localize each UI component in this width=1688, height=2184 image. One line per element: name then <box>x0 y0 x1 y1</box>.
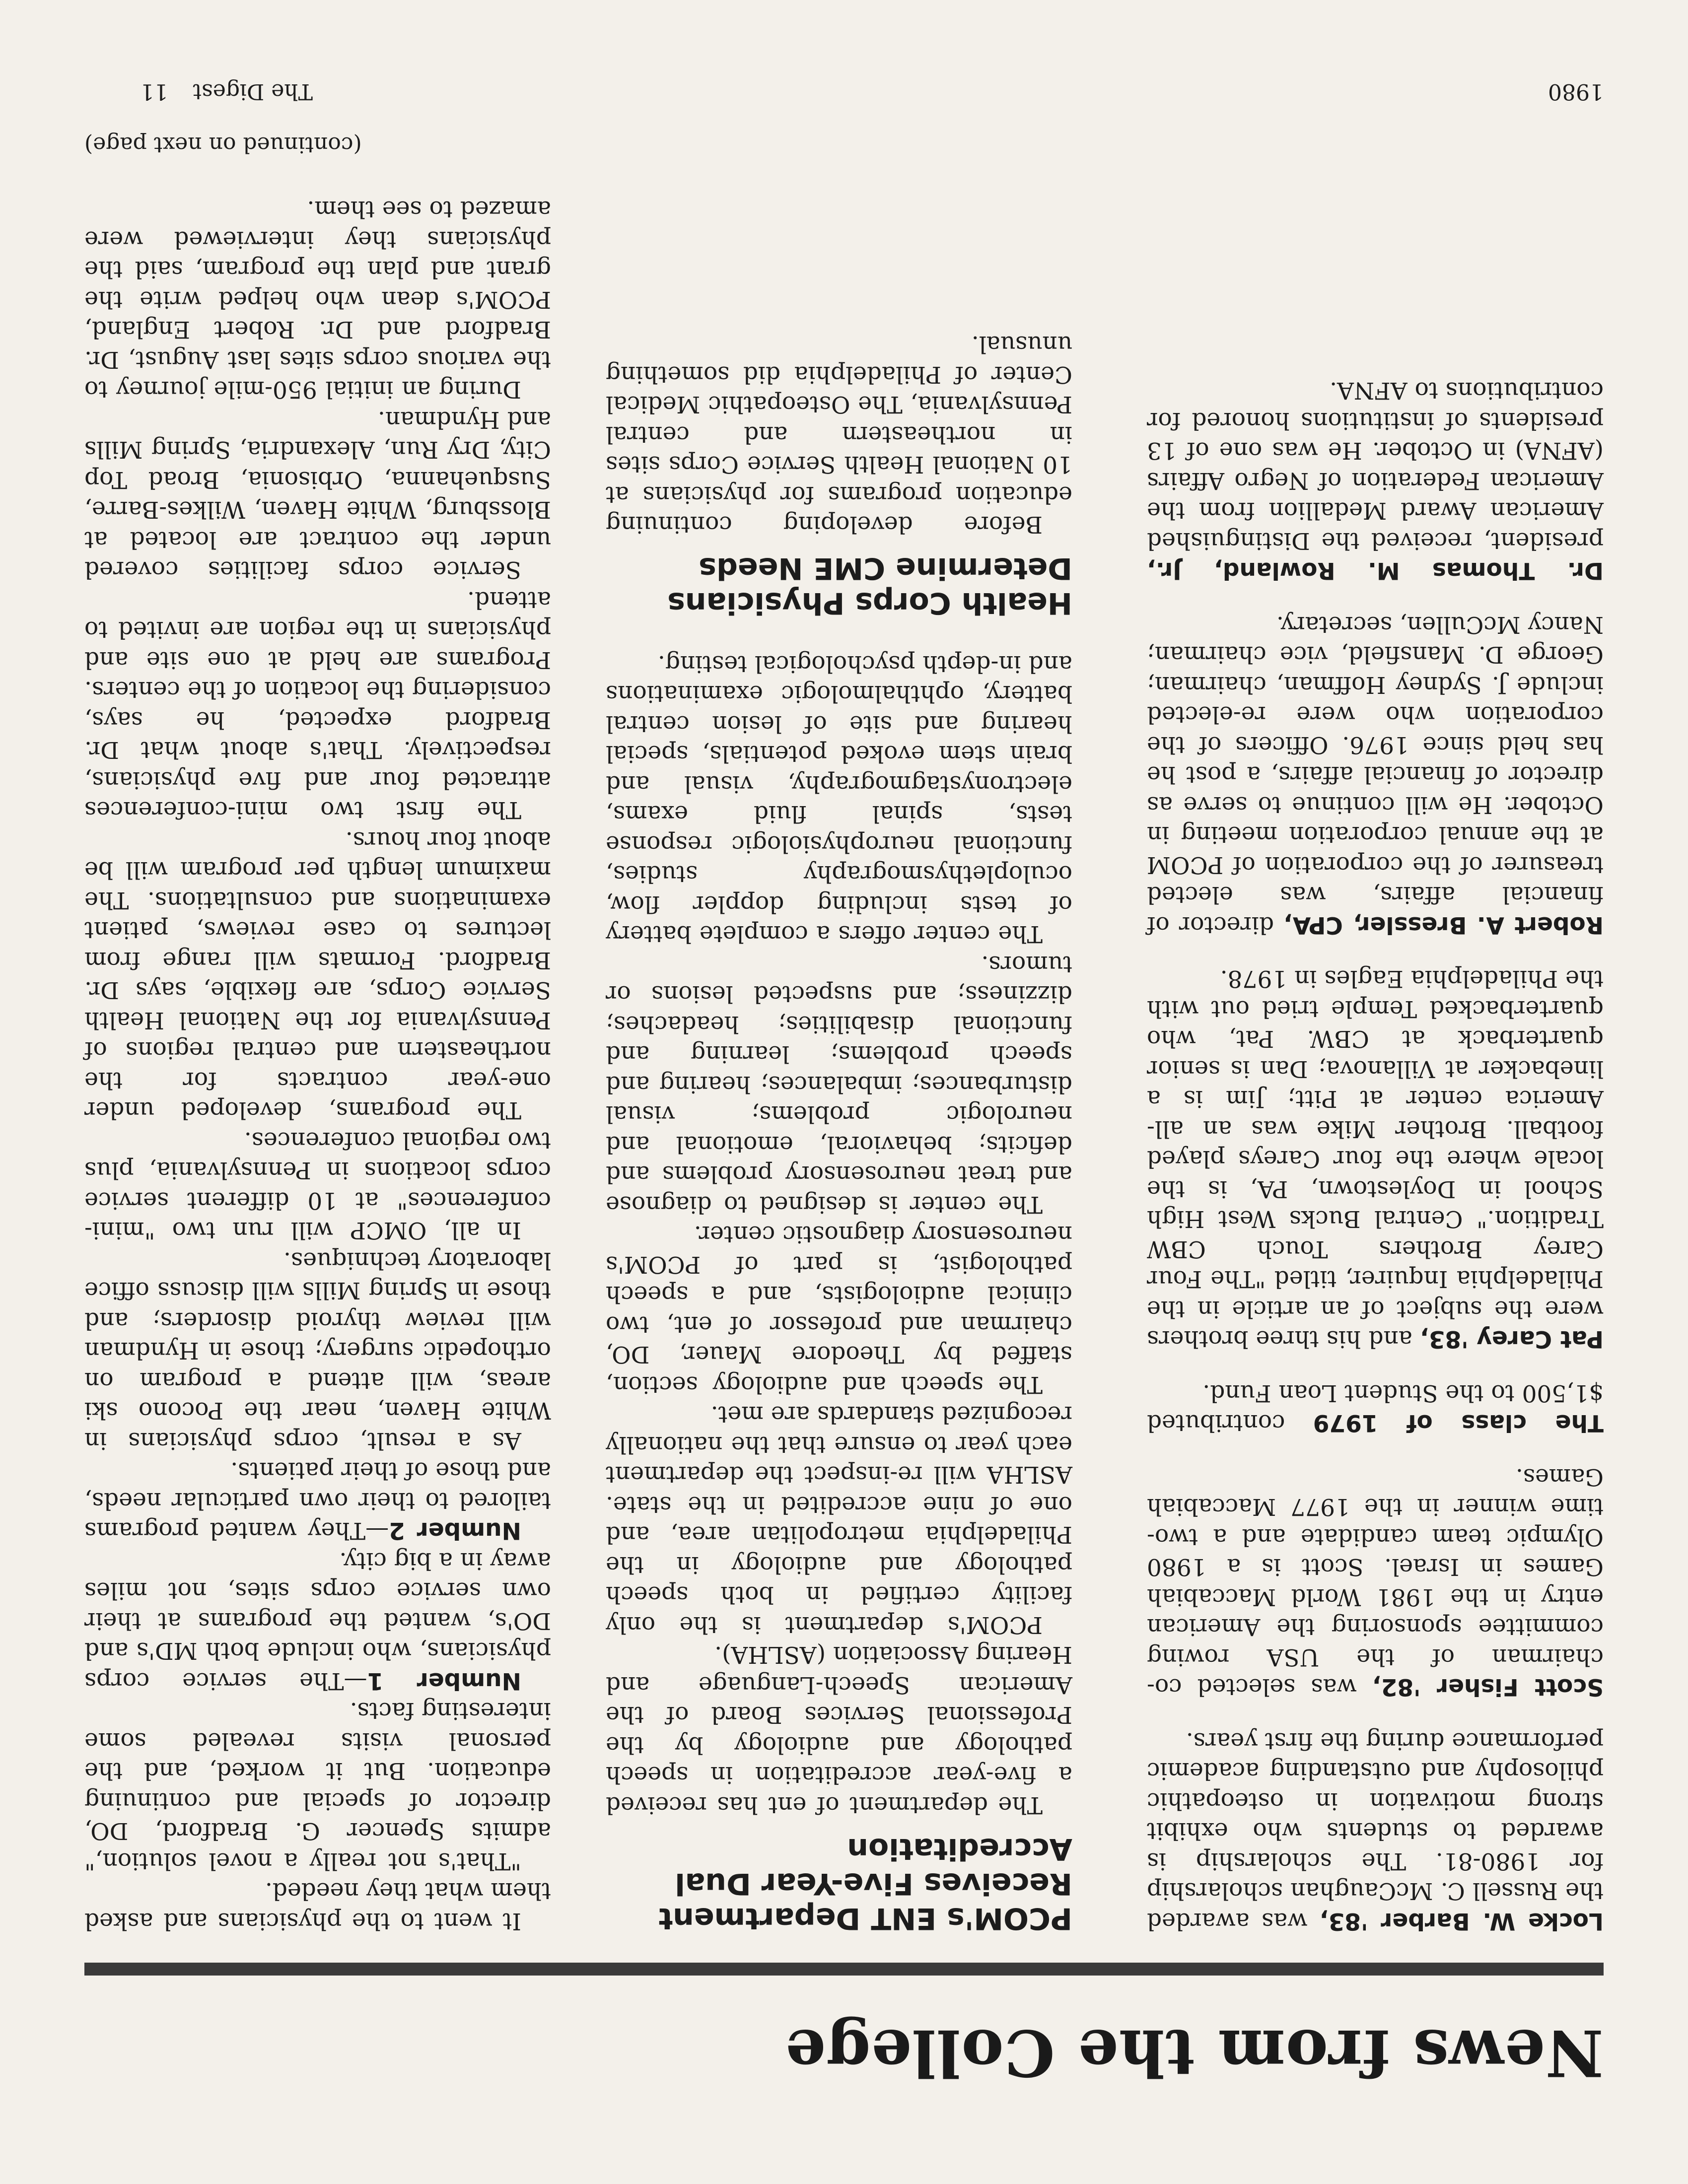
ent-paragraph: The center is designed to diagnose and treat neurosensory problems and deficits; behavioral, emotional and neurologic problems; visual disturbances; imbalances; hearing and speech problems; learning and functional disabilities; headaches; dizziness; and suspected lesions or tumors. <box>606 951 1072 1218</box>
brief-lead: Pat Carey '83, <box>1419 1325 1604 1353</box>
number-1-text: —The service corps physicians, who include both MD's and DO's, wanted the programs at their own service corps sites, not miles away in a big city. <box>84 1547 551 1695</box>
health-corps-paragraph: It went to the physicians and asked them what they needed. <box>84 1877 551 1935</box>
health-corps-headline: Health Corps Physicians Determine CME Needs <box>667 551 1072 621</box>
ent-paragraph: The center offers a complete battery of tests including doppler flow, oculoplethysmography studies, functional neurophysiologic response tests, spinal fluid exams, electronystagmography, visual and brain stem evoked potentials, special hearing and site of lesion central battery, ophthalmologic examinations and in-depth psychological testing. <box>606 650 1072 948</box>
health-corps-paragraph: In all, OMCP will run two "mini-conferences" at 10 different service corps locations in Pennsylvania, plus two regional conferences. <box>84 1127 551 1244</box>
brief-text: was selected co-chairman of the USA rowing committee sponsoring the American entry in the 1981 World Maccabiah Games in Israel. Scott is a 1980 Olympic team candidate and a two-time winner in the 1977 Maccabiah Games. <box>1147 1463 1604 1701</box>
brief-lead: Scott Fisher '82, <box>1372 1673 1604 1701</box>
health-corps-paragraph: Before developing continuing education programs for physicians at 10 National Health Service Corps sites in northeastern and central Pennsylvania, The Osteopathic Medical Center of Philadelphia did something unusual. <box>606 331 1072 539</box>
number-2-lead: Number 2 <box>389 1517 521 1545</box>
brief-item <box>1147 963 1604 1354</box>
brief-text: and his three brothers were the subject of an article in the Philadelphia Inquirer, titled "The Four Carey Brothers Touch CBW Tradition." Central Bucks West High School in Doylestown, PA, is the locale where the four Careys played football. Brother Mike was an all-America center at Pitt; Jim is a linebacker at Villanova; Dan is senior quarterback at CBW. Pat, who quarterbacked Temple tried out with the Philadelphia Eagles in 1978. <box>1147 965 1604 1353</box>
health-corps-paragraph: The programs, developed under one-year contracts for the northeastern and central regions of Pennsylvania for the National Health Service Corps, are flexible, says Dr. Bradford. Formats will range from lectures to case reviews, patient examinations and consultations. The maximum length per program will be about four hours. <box>84 826 551 1124</box>
number-1-item <box>84 1546 551 1696</box>
brief-lead: The class of 1979 <box>1313 1409 1604 1437</box>
brief-item <box>1147 1378 1604 1438</box>
masthead-title: News from the College <box>784 2015 1604 2090</box>
brief-text: was awarded the Russell C. McCaughan scholarship for 1980-81. The scholarship is awarded to students who exhibit strong motivation in osteopathic philosophy and outstanding academic performance during the first years. <box>1147 1727 1604 1935</box>
continued-note: (continued on next page) <box>84 132 362 157</box>
column-briefs <box>1147 375 1604 1936</box>
brief-item <box>1147 375 1604 586</box>
footer-folio <box>140 79 313 104</box>
health-corps-paragraph: As a result, corps physicians in White Haven, near the Pocono ski areas, will attend a program on orthopedic surgery; those in Hyndman will review thyroid disorders; and those in Spring Mills will discuss office laboratory techniques. <box>84 1247 551 1454</box>
brief-item <box>1147 610 1604 940</box>
brief-lead: Locke W. Barber '83, <box>1319 1908 1604 1935</box>
ent-headline: PCOM's ENT Department Receives Five-Year Dual Accreditation <box>658 1832 1072 1936</box>
number-2-text: —They wanted programs tailored to their own particular needs, and those of their patients. <box>84 1457 551 1545</box>
masthead-rule <box>84 1963 1604 1976</box>
health-corps-paragraph: The first two mini-conferences attracted four and five physicians, respectively. That's about what Dr. Bradford expected, he says, considering the location of the centers. Programs are held at one site and physicians in the region are invited to attend. <box>84 586 551 824</box>
footer-page-number: 11 <box>140 79 168 104</box>
number-1-lead: Number 1 <box>367 1667 521 1695</box>
brief-text: president, received the Distinguished American Award Medallion from the American Federation of Negro Affairs (AFNA) in October. He was one of 13 presidents of institutions honored for contributions to AFNA. <box>1147 377 1604 554</box>
footer-year: 1980 <box>1548 79 1604 104</box>
column-ent-article <box>606 329 1072 1936</box>
health-corps-paragraph: Service corps facilities covered under the contract are located at Blossburg, White Haven, Wilkes-Barre, Susquehanna, Orbisonia, Broad Top City, Dry Run, Alexandria, Spring Mills and Hyndman. <box>84 406 551 584</box>
brief-text: contributed $1,500 to the Student Loan Fund. <box>1147 1379 1604 1437</box>
brief-item <box>1147 1726 1604 1936</box>
ent-paragraph: The department of ent has received a five-year accreditation in speech pathology and audiology by the Professional Services Board of the American Speech-Language and Hearing Association (ASLHA). <box>606 1641 1072 1819</box>
brief-text: director of financial affairs, was elected treasurer of the corporation of PCOM at the annual corporation meeting in October. He will continue to serve as director of financial affairs, a post he has held since 1976. Officers of the corporation who were re-elected include J. Sydney Hoffman, chairman; George D. Mansfield, vice chairman; Nancy McCullen, secretary. <box>1147 611 1604 939</box>
brief-lead: Dr. Thomas M. Rowland, Jr., <box>1147 557 1604 585</box>
number-2-item <box>84 1455 551 1546</box>
footer-publication: The Digest <box>193 79 313 104</box>
brief-lead: Robert A. Bressler, CPA, <box>1283 911 1604 939</box>
ent-paragraph: PCOM's department is the only facility certified in both speech pathology and audiology in the Philadelphia metropolitan area, and one of nine accredited in the state. ASLHA will re-inspect the department each year to ensure that the nationally recognized standards are met. <box>606 1401 1072 1638</box>
brief-item <box>1147 1462 1604 1702</box>
health-corps-paragraph: "That's not really a novel solution," admits Spencer G. Bradford, DO, director of special and continuing education. But it worked, and the personal visits revealed some interesting facts. <box>84 1697 551 1875</box>
column-health-corps <box>84 130 551 1936</box>
ent-paragraph: The speech and audiology section, staffed by Theodore Mauer, DO, chairman and professor of ent, two clinical audiologists, and a speech pathologist, is part of PCOM's neurosensory diagnostic center. <box>606 1221 1072 1398</box>
health-corps-paragraph: During an initial 950-mile journey to the various corps sites last August, Dr. Bradford and Dr. Robert England, PCOM's dean who helped write the grant and plan the program, said the physicians they interviewed were amazed to see them. <box>84 196 551 404</box>
